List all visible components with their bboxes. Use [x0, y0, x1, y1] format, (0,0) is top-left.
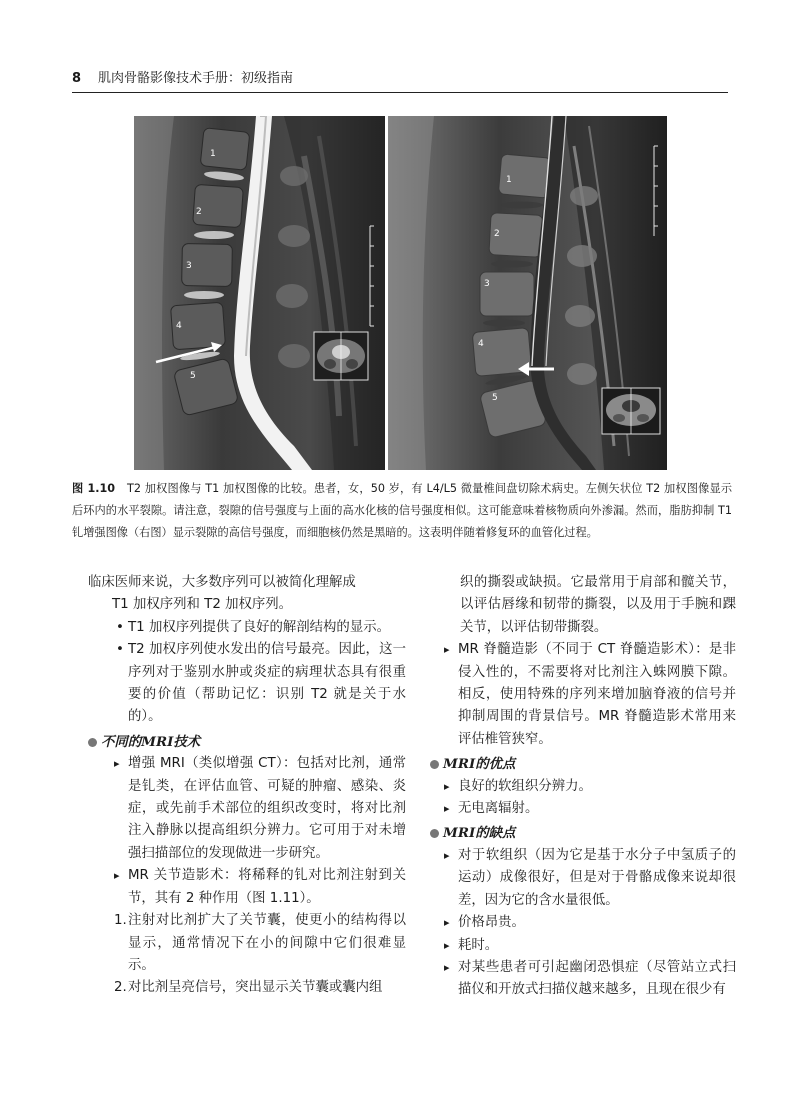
left-axial-inset — [314, 332, 368, 380]
figure-label: 图 1.10 — [72, 482, 116, 495]
number-marker: 2. — [114, 980, 127, 996]
page-number: 8 — [72, 71, 82, 86]
right-vertebra-label-2: 2 — [494, 229, 500, 239]
section-heading-disadvantages — [430, 822, 736, 844]
triangle-bullet-icon: ▸ — [444, 960, 450, 974]
section-heading-advantages — [430, 753, 736, 775]
right-column — [430, 572, 736, 1002]
left-vertebra-label-1: 1 — [210, 149, 216, 159]
left-vertebra-label-5: 5 — [190, 371, 196, 381]
section-dot-icon — [88, 738, 97, 747]
bullet-t2-text: T2 加权序列使水发出的信号最亮。因此，这一序列对于鉴别水肿或炎症的病理状态具有很重要的价值（帮助记忆：识别 T2 就是关于水的）。 — [128, 642, 406, 725]
disadvantage-2-text: 价格昂贵。 — [458, 915, 525, 931]
bullet-dot-icon: • — [116, 619, 124, 635]
numbered-item-1 — [88, 910, 406, 977]
disadvantage-2 — [430, 912, 736, 934]
figure-caption-text: T2 加权图像与 T1 加权图像的比较。患者，女，50 岁，有 L4/L5 微量椎间盘切除术病史。左侧矢状位 T2 加权图像显示后环内的水平裂隙。请注意，裂隙的信号强度与上面的高水化核的信号强度相似。这可能意味着核物质向外渗漏。然而，脂肪抑制 T1 钆增强图像（右图）显示裂隙的高信号强度，而细胞核仍然是黑暗的。这表明伴随着修复环的血管化过程。 — [72, 482, 733, 539]
triangle-bullet-icon: ▸ — [444, 802, 450, 816]
left-vertebra-label-3: 3 — [186, 261, 192, 271]
bullet-dot-icon: • — [116, 642, 124, 658]
bullet-t1 — [88, 617, 406, 639]
triangle-bullet-icon: ▸ — [444, 779, 450, 793]
right-vertebra-label-3: 3 — [484, 279, 490, 289]
right-vertebra-label-5: 5 — [492, 393, 498, 403]
section-title: 不同的MRI技术 — [101, 733, 201, 750]
disadvantage-1-text: 对于软组织（因为它是基于水分子中氢质子的运动）成像很好，但是对于骨骼成像来说却很差，因为它的含水量很低。 — [458, 847, 736, 908]
disadvantage-3 — [430, 935, 736, 957]
bullet-t1-text: T1 加权序列提供了良好的解剖结构的显示。 — [128, 619, 390, 635]
continuation-paragraph: 织的撕裂或缺损。它最常用于肩部和髋关节，以评估唇缘和韧带的撕裂，以及用于手腕和踝关节，以评估韧带撕裂。 — [460, 575, 736, 635]
advantages-title: MRI的优点 — [443, 756, 516, 773]
item-mr-myelography — [430, 639, 736, 751]
triangle-bullet-icon: ▸ — [444, 938, 450, 952]
advantage-2-text: 无电离辐射。 — [458, 801, 539, 817]
advantage-1-text: 良好的软组织分辨力。 — [458, 778, 592, 794]
book-title: 肌肉骨骼影像技术手册：初级指南 — [98, 71, 294, 86]
figure-1-10-mri-comparison — [134, 116, 667, 470]
left-vertebra-label-2: 2 — [196, 207, 202, 217]
advantage-2 — [430, 798, 736, 820]
left-column — [88, 572, 406, 1000]
triangle-bullet-icon: ▸ — [444, 848, 450, 862]
triangle-bullet-icon: ▸ — [444, 916, 450, 930]
section-heading-mri-techniques — [88, 731, 406, 753]
right-vertebra-label-1: 1 — [506, 175, 512, 185]
section-dot-icon — [430, 760, 439, 769]
bullet-t2 — [88, 639, 406, 729]
disadvantage-4-text: 对某些患者可引起幽闭恐惧症（尽管站立式扫描仪和开放式扫描仪越来越多，且现在很少有 — [458, 959, 736, 998]
figure-caption — [72, 478, 732, 544]
running-header — [72, 70, 728, 93]
item-enhanced-mri — [88, 753, 406, 865]
intro-line-2: T1 加权序列和 T2 加权序列。 — [112, 597, 293, 613]
advantage-1 — [430, 776, 736, 798]
triangle-bullet-icon: ▸ — [114, 757, 120, 771]
right-panel-t1-gd-image — [388, 116, 667, 470]
disadvantage-1 — [430, 845, 736, 912]
right-vertebra-label-4: 4 — [478, 339, 484, 349]
intro-line-1: 临床医师来说，大多数序列可以被简化理解成 — [88, 575, 356, 590]
disadvantage-3-text: 耗时。 — [458, 937, 499, 953]
left-vertebra-label-4: 4 — [176, 321, 182, 331]
right-axial-inset — [602, 388, 660, 434]
numbered-item-2-text: 对比剂呈亮信号，突出显示关节囊或囊内组 — [128, 980, 383, 996]
left-panel-t2-image — [134, 116, 385, 470]
section-dot-icon — [430, 829, 439, 838]
triangle-bullet-icon: ▸ — [444, 643, 450, 657]
numbered-item-2 — [88, 977, 406, 999]
item-enhanced-mri-text: 增强 MRI（类似增强 CT）：包括对比剂，通常是钆类，在评估血管、可疑的肿瘤、感染、炎症，或先前手术部位的组织改变时，将对比剂注入静脉以提高组织分辨力。它可用于对未增强扫描部位的发现做进一步研究。 — [128, 756, 406, 861]
item-mr-arthrography-text: MR 关节造影术：将稀释的钆对比剂注射到关节，其有 2 种作用（图 1.11）。 — [128, 868, 406, 906]
disadvantage-4 — [430, 957, 736, 1002]
disadvantages-title: MRI的缺点 — [443, 825, 516, 842]
item-mr-myelography-text: MR 脊髓造影（不同于 CT 脊髓造影术）：是非侵入性的，不需要将对比剂注入蛛网膜下隙。相反，使用特殊的序列来增加脑脊液的信号并抑制周围的背景信号。MR 脊髓造影术常用来评估椎管狭窄。 — [458, 642, 736, 747]
number-marker: 1. — [114, 913, 127, 929]
item-mr-arthrography — [88, 865, 406, 910]
numbered-item-1-text: 注射对比剂扩大了关节囊，使更小的结构得以显示，通常情况下在小的间隙中它们很难显示。 — [128, 913, 406, 973]
triangle-bullet-icon: ▸ — [114, 869, 120, 883]
